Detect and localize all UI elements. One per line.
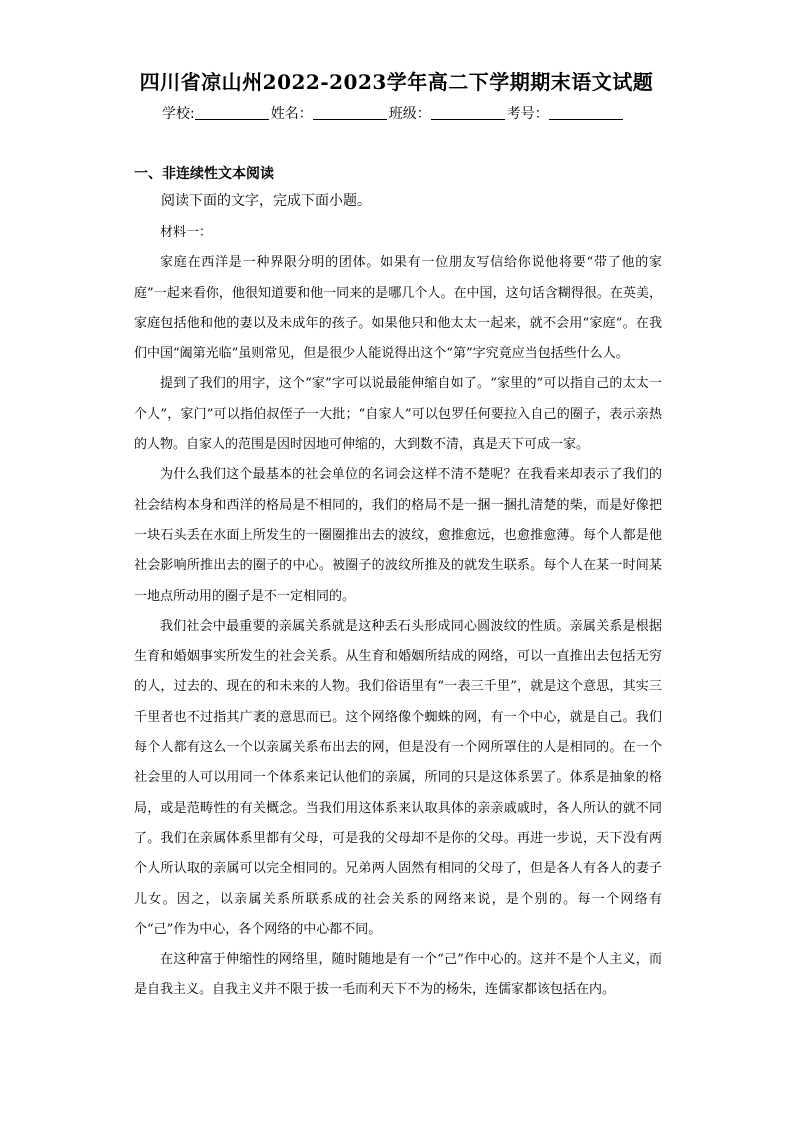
document-title: 四川省凉山州2022-2023学年高二下学期期末语文试题 xyxy=(139,70,654,94)
class-blank xyxy=(431,105,505,120)
school-blank xyxy=(195,105,269,120)
name-label: 姓名： xyxy=(270,106,313,122)
exam-no-label: 考号： xyxy=(506,106,549,122)
school-label: 学校: xyxy=(162,106,195,122)
paragraph: 家庭在西洋是一种界限分明的团体。如果有一位朋友写信给你说他将要“带了他的家庭”一起来看你，他很知道要和他一同来的是哪几个人。在中国，这句话含糊得很。在英美，家庭包括他和他的妻以及未成年的孩子。如果他只和他太太一起来，就不会用“家庭”。在我们中国“阖第光临”虽则常见，但是很少人能说得出这个“第”字究竟应当包括些什么人。 xyxy=(134,255,662,362)
class-label: 班级： xyxy=(388,106,431,122)
paragraph: 为什么我们这个最基本的社会单位的名词会这样不清不楚呢？在我看来却表示了我们的社会结构本身和西洋的格局是不相同的，我们的格局不是一捆一捆扎清楚的柴，而是好像把一块石头丢在水面上所发生的一圈圈推出去的波纹，愈推愈远，也愈推愈薄。每个人都是他社会影响所推出去的圈子的中心。被圈子的波纹所推及的就发生联系。每个人在某一时间某一地点所动用的圈子是不一定相同的。 xyxy=(134,467,662,604)
paragraph: 我们社会中最重要的亲属关系就是这种丢石头形成同心圆波纹的性质。亲属关系是根据生育和婚姻事实所发生的社会关系。从生育和婚姻所结成的网络，可以一直推出去包括无穷的人，过去的、现在的和未来的人物。我们俗语里有“一表三千里”，就是这个意思，其实三千里者也不过指其广袤的意思而已。这个网络像个蜘蛛的网，有一个中心，就是自己。我们每个人都有这么一个以亲属关系布出去的网，但是没有一个网所罩住的人是相同的。在一个社会里的人可以用同一个体系来记认他们的亲属，所同的只是这体系罢了。体系是抽象的格局，或是范畴性的有关概念。当我们用这体系来认取具体的亲亲戚戚时，各人所认的就不同了。我们在亲属体系里都有父母，可是我的父母却不是你的父母。再进一步说，天下没有两个人所认取的亲属可以完全相同的。兄弟两人固然有相同的父母了，但是各人有各人的妻子儿女。因之，以亲属关系所联系成的社会关系的网络来说，是个别的。每一个网络有个“己”作为中心，各个网络的中心都不同。 xyxy=(134,618,662,937)
material-label: 材料一： xyxy=(160,225,213,240)
paragraph: 在这种富于伸缩性的网络里，随时随地是有一个“己”作中心的。这并不是个人主义，而是自我主义。自我主义并不限于拔一毛而利天下不为的杨朱，连儒家都该包括在内。 xyxy=(134,952,662,998)
exam-no-blank xyxy=(549,105,623,120)
instruction-text: 阅读下面的文字，完成下面小题。 xyxy=(161,193,371,209)
paragraph: 提到了我们的用字，这个“家”字可以说最能伸缩自如了。“家里的”可以指自己的太太一个人”，家门”可以指伯叔侄子一大批；“自家人”可以包罗任何要拉入自己的圈子，表示亲热的人物。自家人的范围是因时因地可伸缩的，大到数不清，真是天下可成一家。 xyxy=(134,376,662,453)
student-info-line xyxy=(162,103,625,123)
reading-passage xyxy=(134,218,662,1006)
name-blank xyxy=(313,105,387,120)
section-heading: 一、非连续性文本阅读 xyxy=(134,166,274,182)
